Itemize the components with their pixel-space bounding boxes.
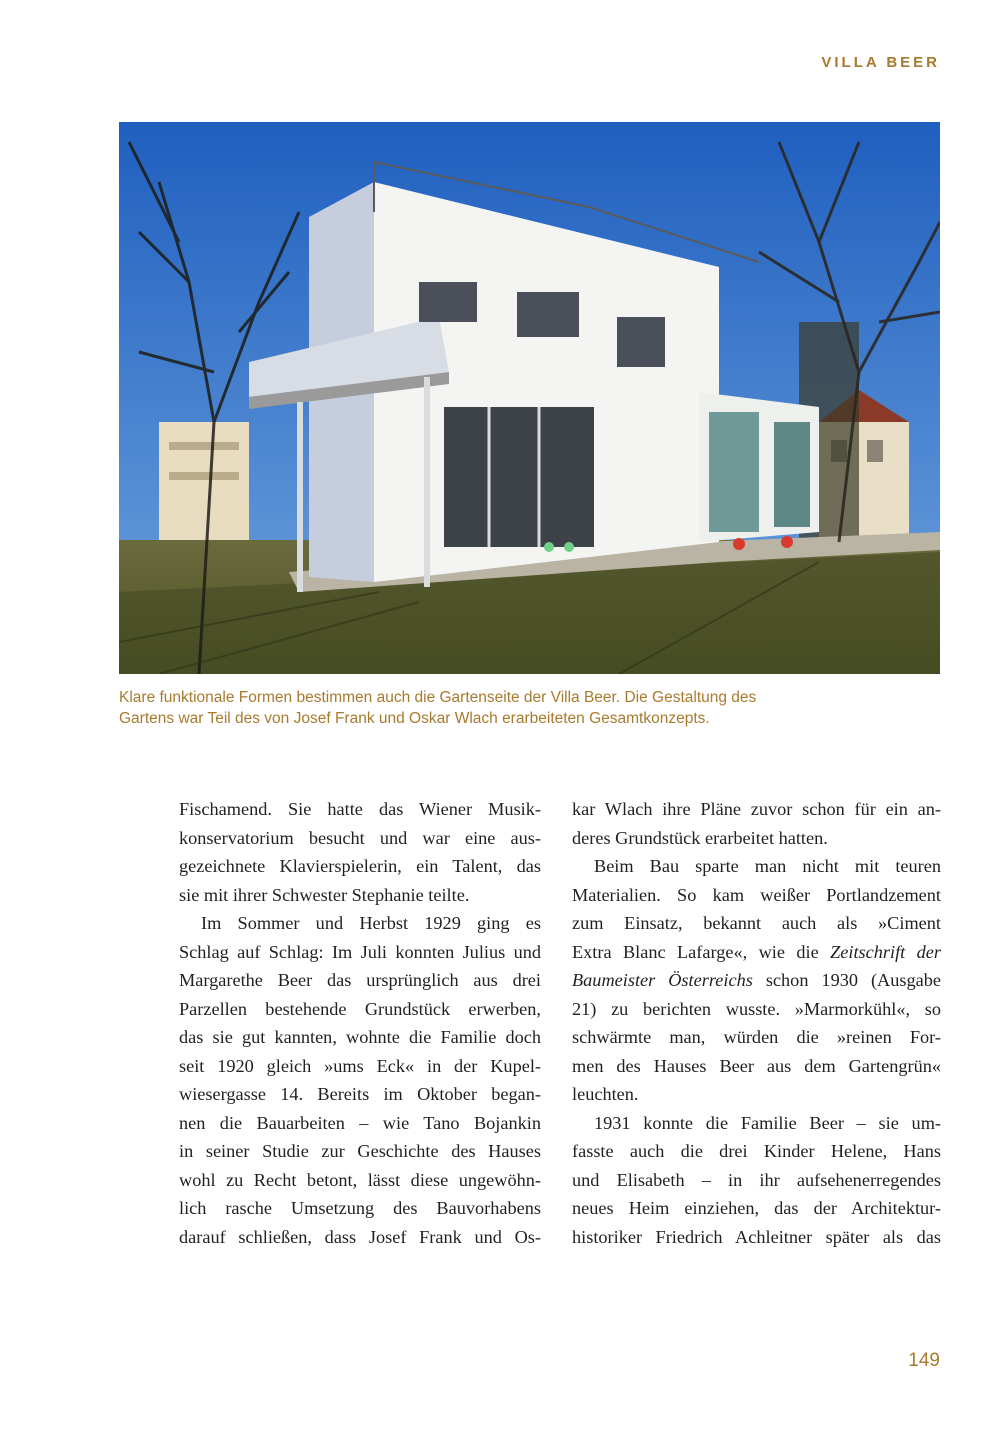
text-line: Materialien. So kam weißer Portlandzement — [572, 884, 941, 905]
villa-photo — [119, 122, 940, 674]
text-line: 21) zu berichten wusste. »Marmorkühl«, so — [572, 998, 941, 1019]
text-line: Im Sommer und Herbst 1929 ging es — [201, 913, 541, 933]
figure-caption — [119, 687, 940, 729]
text-line: 1931 konnte die Familie Beer – sie um- — [594, 1112, 941, 1133]
text-line: deres Grundstück erarbeitet hatten. — [572, 827, 828, 848]
text-line: in seiner Studie zur Geschichte des Hauses — [179, 1141, 541, 1161]
text-line: men des Hauses Beer aus dem Gartengrün« — [572, 1055, 941, 1076]
body-column-right — [572, 795, 941, 1251]
text-line: konservatorium besucht und war eine aus- — [179, 827, 541, 848]
text-line: wohl zu Recht betont, lässt diese ungewöhn- — [179, 1169, 541, 1190]
page-number: 149 — [908, 1350, 940, 1371]
caption-line: Gartens war Teil des von Josef Frank und Oskar Wlach erarbeiteten Gesamtkonzepts. — [119, 710, 710, 727]
text-line: das sie gut kannten, wohnte die Familie doch — [179, 1027, 541, 1047]
text-line: sie mit ihrer Schwester Stephanie teilte. — [179, 884, 470, 905]
text-line: nen die Bauarbeiten – wie Tano Bojankin — [179, 1112, 541, 1133]
running-head: VILLA BEER — [821, 54, 940, 71]
text-run: Extra Blanc Lafarge«, wie die — [572, 941, 831, 962]
body-column-left — [179, 795, 541, 1251]
text-line: zum Einsatz, bekannt auch als »Ciment — [572, 913, 941, 933]
text-line: seit 1920 gleich »ums Eck« in der Kupel- — [179, 1055, 541, 1076]
text-run: schon 1930 (Ausgabe — [752, 970, 941, 990]
text-line: leuchten. — [572, 1084, 639, 1104]
journal-title: Zeitschrift der — [830, 941, 941, 962]
text-line: schwärmte man, würden die »reinen For- — [572, 1027, 941, 1047]
text-line: Margarethe Beer das ursprünglich aus drei — [179, 970, 541, 990]
text-line — [572, 966, 941, 995]
text-line: Parzellen bestehende Grundstück erwerben, — [179, 998, 541, 1019]
text-line: darauf schließen, dass Josef Frank und Os- — [179, 1226, 541, 1247]
text-line: gezeichnete Klavierspielerin, ein Talent, das — [179, 856, 541, 876]
text-line: wiesergasse 14. Bereits im Oktober began- — [179, 1084, 541, 1104]
text-line: Beim Bau sparte man nicht mit teuren — [594, 856, 941, 876]
text-line: kar Wlach ihre Pläne zuvor schon für ein an- — [572, 799, 941, 819]
text-line: Fischamend. Sie hatte das Wiener Musik- — [179, 799, 541, 819]
journal-title: Baumeister Österreichs — [572, 970, 753, 990]
caption-line: Klare funktionale Formen bestimmen auch die Gartenseite der Villa Beer. Die Gestaltung des — [119, 689, 757, 706]
text-line: neues Heim einziehen, das der Architektur- — [572, 1198, 941, 1218]
text-line: historiker Friedrich Achleitner später als das — [572, 1226, 941, 1247]
text-line: und Elisabeth – in ihr aufsehenerregendes — [572, 1169, 941, 1190]
text-line — [572, 938, 941, 967]
text-line: fasste auch die drei Kinder Helene, Hans — [572, 1141, 941, 1161]
text-line: Schlag auf Schlag: Im Juli konnten Julius und — [179, 941, 541, 962]
text-line: lich rasche Umsetzung des Bauvorhabens — [179, 1198, 541, 1218]
